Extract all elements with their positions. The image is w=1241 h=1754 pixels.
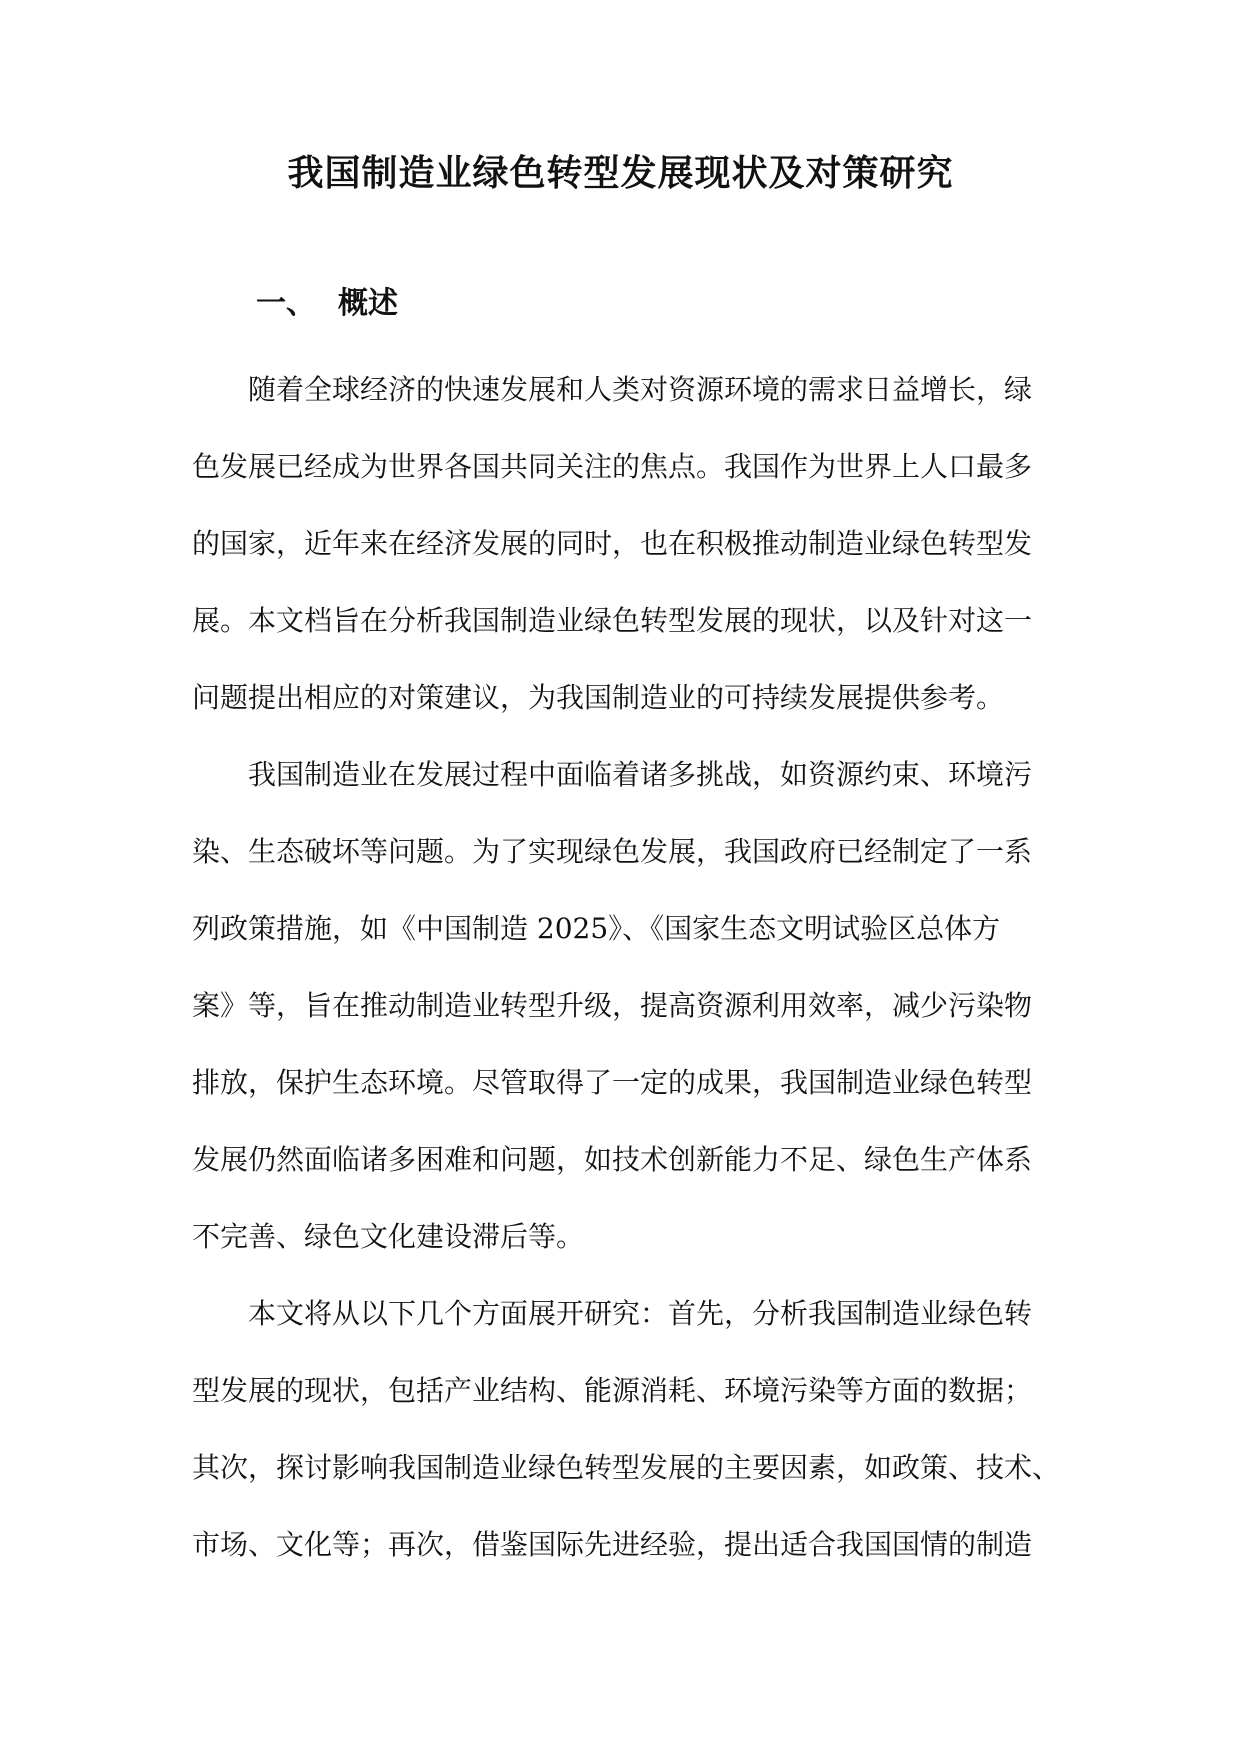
paragraph-line: 发展仍然面临诸多困难和问题，如技术创新能力不足、绿色生产体系 xyxy=(192,1143,1033,1176)
paragraph-line: 本文将从以下几个方面展开研究：首先，分析我国制造业绿色转 xyxy=(248,1297,1033,1330)
section-heading xyxy=(256,282,398,326)
paragraph-line: 排放，保护生态环境。尽管取得了一定的成果，我国制造业绿色转型 xyxy=(192,1066,1033,1099)
section-number: 一、 xyxy=(256,286,316,321)
paragraph-line: 市场、文化等；再次，借鉴国际先进经验，提出适合我国国情的制造 xyxy=(192,1528,1033,1561)
paragraph-line: 的国家，近年来在经济发展的同时，也在积极推动制造业绿色转型发 xyxy=(192,527,1033,560)
document-title: 我国制造业绿色转型发展现状及对策研究 xyxy=(287,153,954,194)
paragraph-line: 我国制造业在发展过程中面临着诸多挑战，如资源约束、环境污 xyxy=(248,758,1033,791)
paragraph-line: 案》等，旨在推动制造业转型升级，提高资源利用效率，减少污染物 xyxy=(192,989,1033,1022)
paragraph-line: 染、生态破坏等问题。为了实现绿色发展，我国政府已经制定了一系 xyxy=(192,835,1033,868)
paragraph-1 xyxy=(192,364,1052,749)
paragraph-3 xyxy=(192,1288,1061,1596)
paragraph-line: 其次，探讨影响我国制造业绿色转型发展的主要因素，如政策、技术、 xyxy=(192,1451,1061,1484)
paragraph-line: 随着全球经济的快速发展和人类对资源环境的需求日益增长，绿 xyxy=(248,373,1033,406)
paragraph-line: 色发展已经成为世界各国共同关注的焦点。我国作为世界上人口最多 xyxy=(192,450,1033,483)
paragraph-line: 展。本文档旨在分析我国制造业绿色转型发展的现状，以及针对这一 xyxy=(192,604,1033,637)
paragraph-line: 列政策措施，如《中国制造 2025》、《国家生态文明试验区总体方 xyxy=(192,912,1001,945)
paragraph-line: 型发展的现状，包括产业结构、能源消耗、环境污染等方面的数据； xyxy=(192,1374,1033,1407)
paragraph-line: 问题提出相应的对策建议，为我国制造业的可持续发展提供参考。 xyxy=(192,681,1005,714)
section-title: 概述 xyxy=(338,286,398,321)
body-text xyxy=(192,364,1061,1596)
paragraph-2 xyxy=(192,749,1052,1288)
paragraph-line: 不完善、绿色文化建设滞后等。 xyxy=(192,1220,585,1253)
